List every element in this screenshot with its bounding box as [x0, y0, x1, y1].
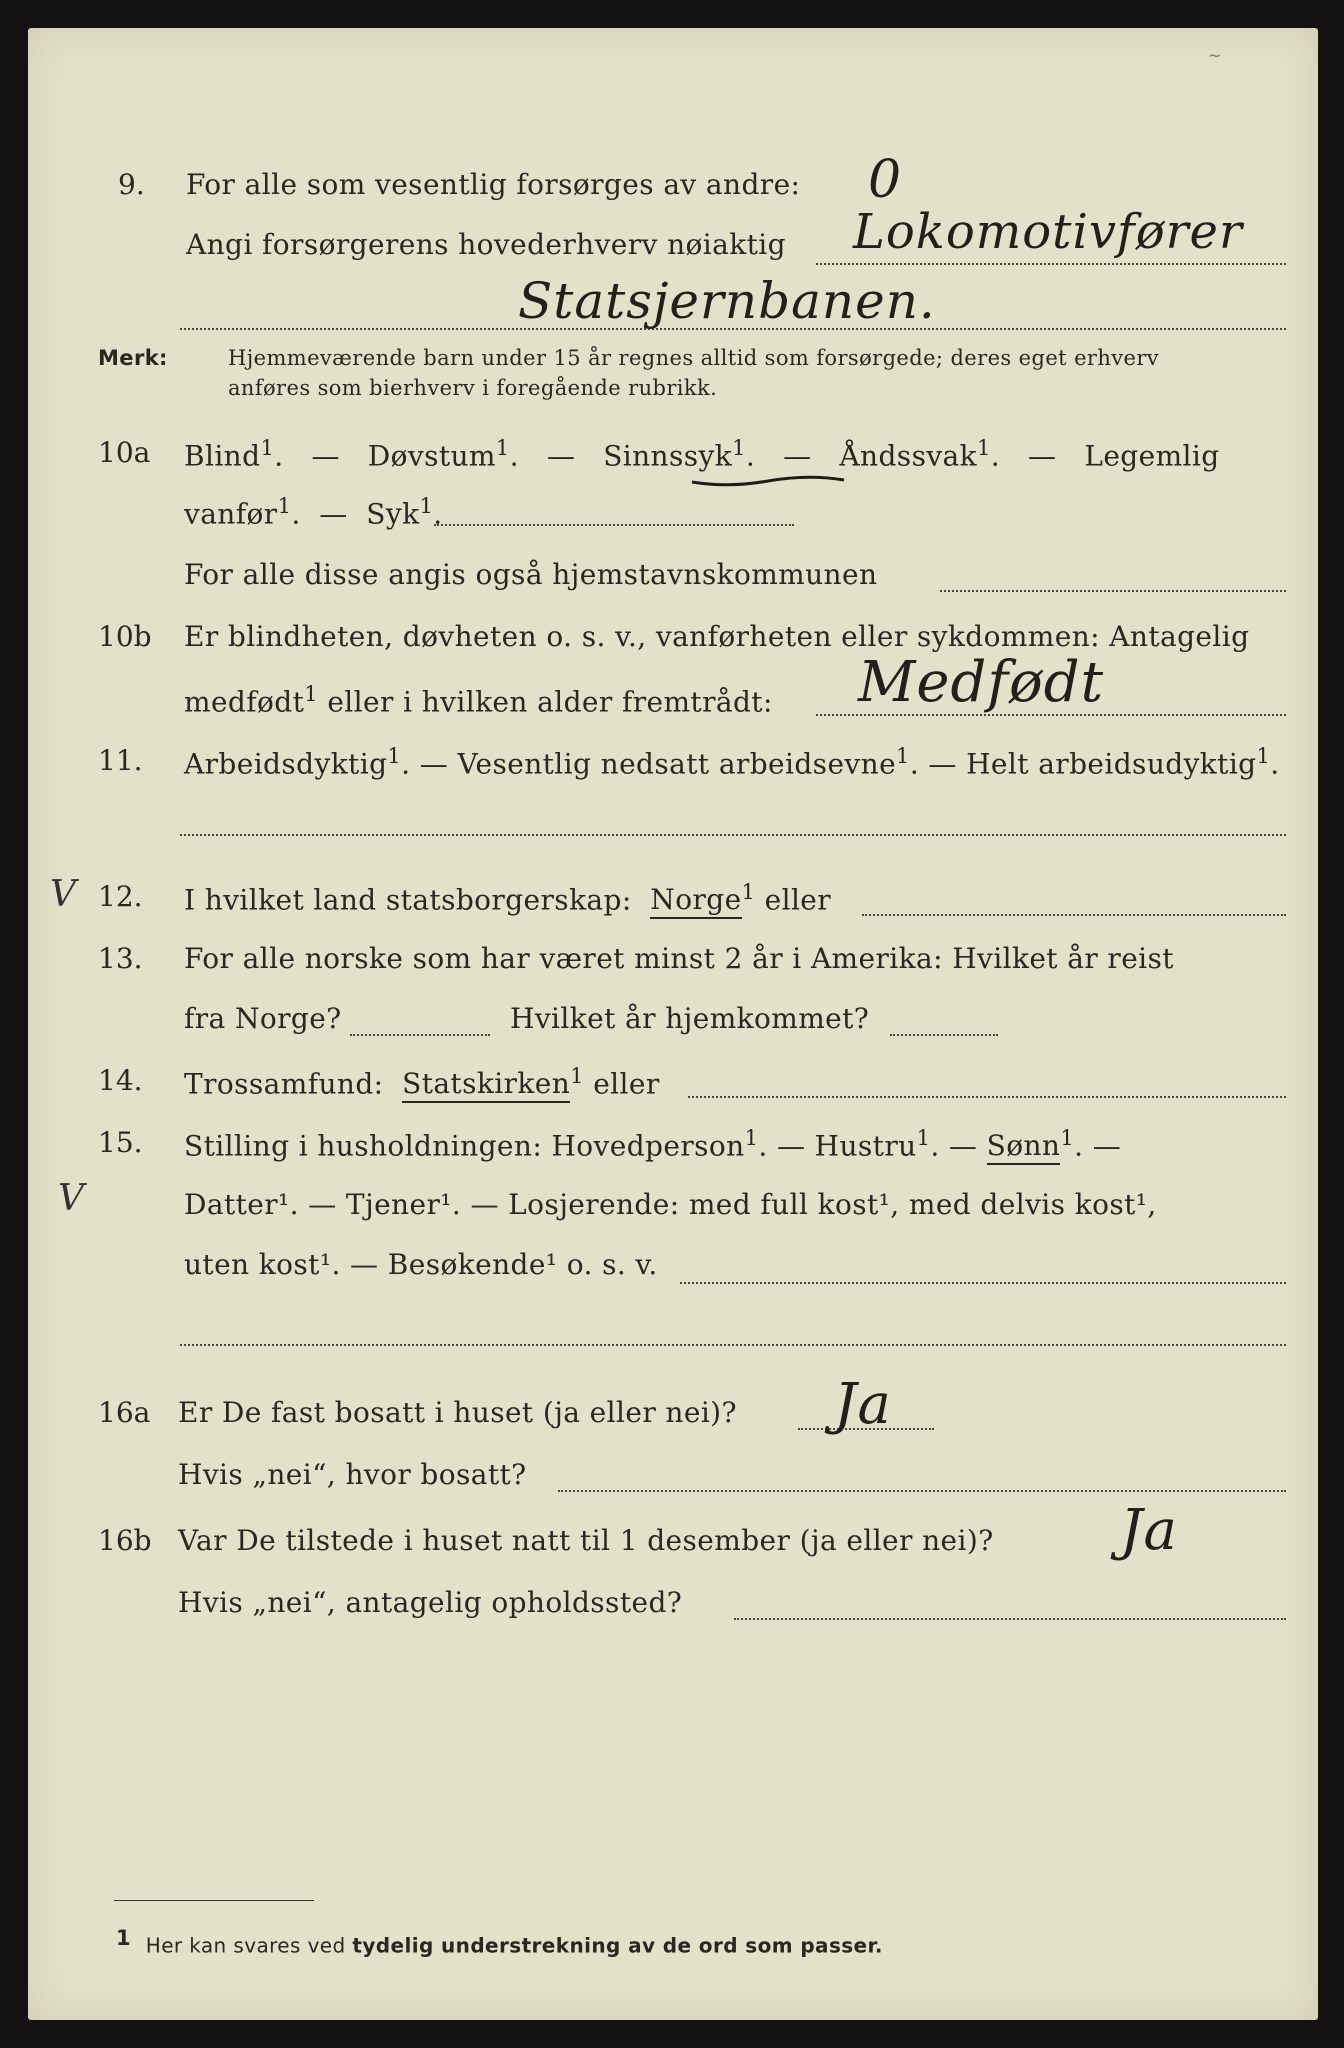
q16b-line2: Hvis „nei“, antagelig opholdssted?: [178, 1586, 683, 1619]
q15-answer-line-1: [680, 1282, 1286, 1284]
q10a-andssvak-option: Åndssvak: [839, 439, 978, 473]
q13-line2-a: fra Norge?: [184, 1002, 342, 1035]
q16a-number: 16a: [98, 1396, 151, 1429]
q9-answer-line-1: [816, 263, 1286, 265]
q13-line2-b: Hvilket år hjemkommet?: [510, 1002, 870, 1035]
merk-label: Merk:: [98, 346, 168, 370]
q10b-number: 10b: [98, 620, 152, 653]
q9-line2: Angi forsørgerens hovederhverv nøiaktig: [186, 228, 786, 261]
q11-line1: Arbeidsdyktig$^1$. — Vesentlig nedsatt arbeidsevne$^1$. — Helt arbeidsudyktig$^1$.: [184, 744, 1280, 781]
q15-answer-line-2: [180, 1344, 1286, 1346]
q10a-number: 10a: [98, 436, 151, 469]
q12-answer-line: [862, 914, 1286, 916]
q10a-line3: For alle disse angis også hjemstavnskommunen: [184, 558, 878, 591]
q16b-line1: Var De tilstede i huset natt til 1 desember (ja eller nei)?: [178, 1524, 994, 1557]
q16a-bosatt-answer-line: [558, 1490, 1286, 1492]
q12-margin-check-mark: V: [50, 874, 76, 915]
q13-reist-answer-line: [350, 1034, 490, 1036]
q15-sonn-underlined: Sønn: [987, 1129, 1061, 1165]
q10b-line2: medfødt$^1$ eller i hvilken alder fremtrådt:: [184, 682, 773, 719]
q14-statskirken-underlined: Statskirken: [402, 1067, 570, 1103]
q9-number: 9.: [118, 168, 145, 201]
q16a-handwritten-answer: Ja: [834, 1372, 892, 1437]
q16b-number: 16b: [98, 1524, 152, 1557]
q10a-syk-answer-line: [434, 524, 794, 526]
merk-line1: Hjemmeværende barn under 15 år regnes alltid som forsørgede; deres eget erhverv: [228, 346, 1160, 370]
merk-line2: anføres som bierhverv i foregående rubrikk.: [228, 376, 718, 400]
q10a-andssvak-wavy-underline: [688, 472, 848, 492]
q13-line1: For alle norske som har været minst 2 år i Amerika: Hvilket år reist: [184, 942, 1174, 975]
footnote: $^1$ Her kan svares ved tydelig understrekning av de ord som passer.: [116, 1926, 883, 1958]
q15-number: 15.: [98, 1126, 143, 1159]
q9-handwritten-zero: 0: [868, 150, 903, 210]
q9-line1: For alle som vesentlig forsørges av andre:: [186, 168, 801, 201]
q15-line2: Datter¹. — Tjener¹. — Losjerende: med full kost¹, med delvis kost¹,: [184, 1188, 1157, 1221]
q10b-handwritten-answer: Medfødt: [858, 650, 1105, 715]
q12-line: I hvilket land statsborgerskap: Norge$^1$ eller: [184, 880, 831, 916]
q13-number: 13.: [98, 942, 143, 975]
q11-answer-line: [180, 834, 1286, 836]
census-form-page: [28, 28, 1318, 2020]
q10a-line2: vanfør$^1$. — Syk$^1$.: [184, 494, 443, 531]
footnote-rule: [114, 1900, 314, 1901]
q11-number: 11.: [98, 744, 143, 777]
q16b-handwritten-answer: Ja: [1120, 1498, 1178, 1563]
q12-norge-underlined: Norge: [650, 883, 741, 919]
q12-number: 12.: [98, 880, 143, 913]
q15-margin-check-mark: V: [58, 1178, 84, 1219]
q16a-line1: Er De fast bosatt i huset (ja eller nei)?: [178, 1396, 737, 1429]
q14-answer-line: [688, 1096, 1286, 1098]
q15-line1: Stilling i husholdningen: Hovedperson$^1$. — Hustru$^1$. — Sønn$^1$. —: [184, 1126, 1121, 1162]
q13-hjemkommet-answer-line: [890, 1034, 998, 1036]
q9-handwritten-answer-1: Lokomotivfører: [853, 204, 1243, 260]
q16a-line2: Hvis „nei“, hvor bosatt?: [178, 1458, 527, 1491]
q10b-line1: Er blindheten, døvheten o. s. v., vanførheten eller sykdommen: Antagelig: [184, 620, 1250, 653]
q9-handwritten-answer-2: Statsjernbanen.: [518, 272, 936, 330]
q15-line3: uten kost¹. — Besøkende¹ o. s. v.: [184, 1248, 658, 1281]
q10a-hjemstavn-answer-line: [940, 590, 1286, 592]
corner-pencil-mark: ~: [1208, 46, 1222, 65]
q14-line: Trossamfund: Statskirken$^1$ eller: [184, 1064, 660, 1100]
q16b-opholdssted-answer-line: [734, 1618, 1286, 1620]
q14-number: 14.: [98, 1064, 143, 1097]
q10a-line1: Blind$^1$. — Døvstum$^1$. — Sinnssyk$^1$. — Åndssvak$^1$. — Legemlig: [184, 436, 1220, 473]
